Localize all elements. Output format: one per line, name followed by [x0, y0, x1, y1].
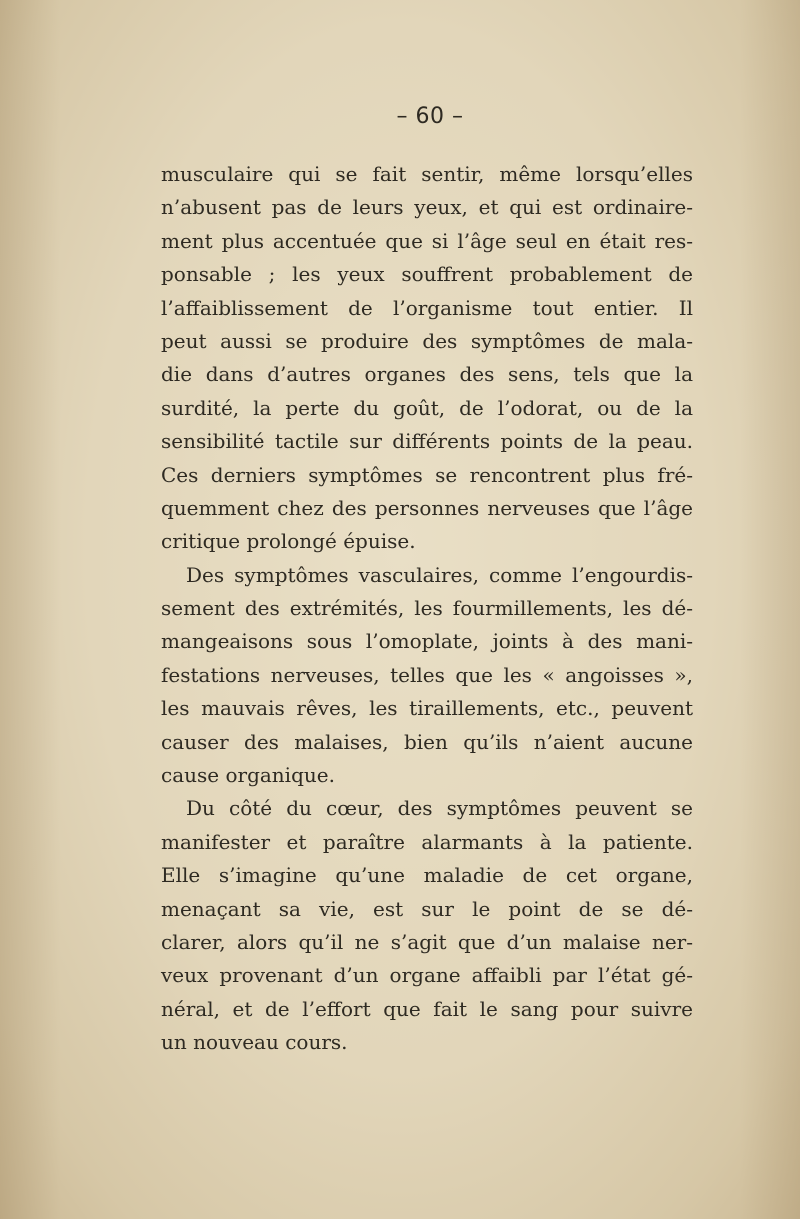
text-line: clarer, alors qu’il ne s’agit que d’un malaise ner-	[161, 929, 693, 954]
text-line: un nouveau cours.	[161, 1030, 348, 1055]
text-line: veux provenant d’un organe affaibli par l’état gé-	[161, 963, 693, 988]
text-line: l’affaiblissement de l’organisme tout entier. Il	[161, 295, 693, 320]
text-line: festations nerveuses, telles que les « angoisses »,	[161, 662, 693, 687]
text-line: menaçant sa vie, est sur le point de se dé-	[161, 896, 693, 921]
text-line: causer des malaises, bien qu’ils n’aient aucune	[161, 729, 693, 754]
body-text	[161, 158, 693, 1060]
text-line: musculaire qui se fait sentir, même lorsqu’elles	[161, 162, 693, 186]
paragraph-1	[161, 158, 693, 559]
text-line: surdité, la perte du goût, de l’odorat, ou de la	[161, 395, 693, 420]
text-line: néral, et de l’effort que fait le sang pour suivre	[161, 996, 693, 1021]
text-line: critique prolongé épuise.	[161, 529, 416, 554]
text-line: sement des extrémités, les fourmillements, les dé-	[161, 596, 693, 621]
page-number: – 60 –	[396, 104, 464, 129]
right-page-shadow	[740, 0, 800, 1219]
text-line: ponsable ; les yeux souffrent probablement de	[161, 262, 693, 287]
text-line: n’abusent pas de leurs yeux, et qui est ordinaire-	[161, 195, 693, 220]
paragraph-3	[161, 792, 693, 1059]
text-line: ment plus accentuée que si l’âge seul en était res-	[161, 228, 693, 253]
text-line: sensibilité tactile sur différents points de la peau.	[161, 429, 693, 454]
left-page-shadow	[0, 0, 60, 1219]
text-line: Elle s’imagine qu’une maladie de cet organe,	[161, 863, 693, 888]
text-line: quemment chez des personnes nerveuses que l’âge	[161, 495, 693, 520]
text-line: Du côté du cœur, des symptômes peuvent se	[186, 796, 693, 821]
text-line: mangeaisons sous l’omoplate, joints à des mani-	[161, 629, 693, 654]
text-line: die dans d’autres organes des sens, tels que la	[161, 362, 693, 387]
text-line: Des symptômes vasculaires, comme l’engourdis-	[186, 562, 693, 587]
text-line: les mauvais rêves, les tiraillements, etc., peuvent	[161, 696, 693, 721]
paragraph-2	[161, 559, 693, 793]
text-line: peut aussi se produire des symptômes de mala-	[161, 328, 693, 353]
text-line: cause organique.	[161, 763, 335, 788]
text-line: manifester et paraître alarmants à la patiente.	[161, 829, 693, 854]
text-line: Ces derniers symptômes se rencontrent plus fré-	[161, 462, 693, 487]
